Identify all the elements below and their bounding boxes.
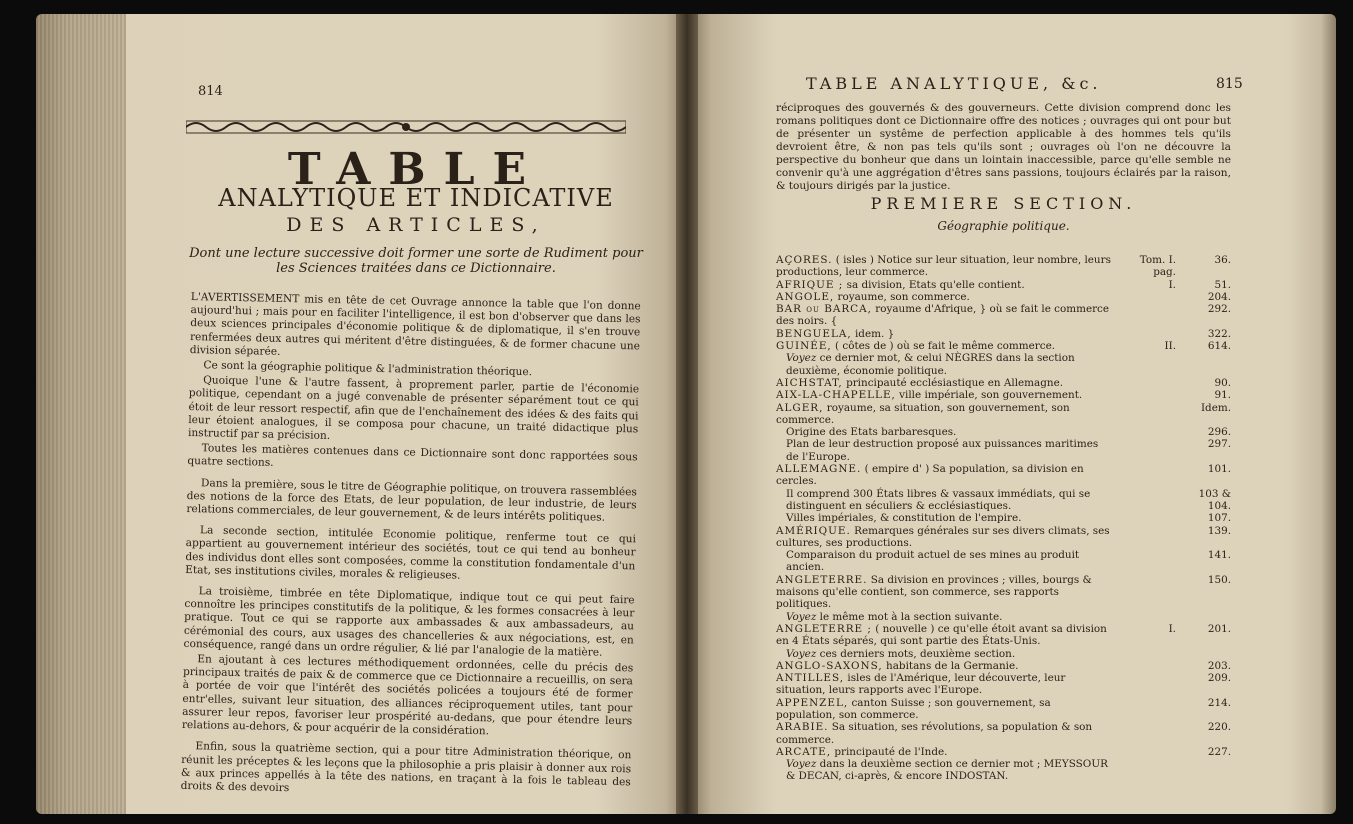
entry-volume: Tom. I. pag. — [1139, 254, 1176, 279]
entry-text — [776, 402, 1231, 427]
entry-page: 139. — [1207, 524, 1231, 537]
index-entry — [776, 525, 1231, 550]
entry-description: ( empire d' ) Sa population, sa division en cercles. — [776, 463, 1084, 488]
entry-text — [776, 525, 1231, 550]
entry-head: ALGER, — [776, 401, 824, 414]
entry-page: 296. — [1207, 426, 1231, 439]
entry-page: 227. — [1207, 745, 1231, 758]
entry-description: dans la deuxième section ce dernier mot ; MEYSSOUR & DECAN, ci-après, & encore INDOSTAN. — [786, 758, 1108, 783]
title-sub-1: ANALYTIQUE ET INDICATIVE — [218, 184, 614, 212]
section-title: PREMIERE SECTION. — [870, 194, 1137, 213]
left-page-number: 814 — [198, 84, 223, 99]
entry-text — [776, 746, 1231, 758]
entry-head: Voyez — [786, 352, 817, 365]
entry-head: Voyez — [786, 610, 817, 623]
entry-page: 203. — [1207, 659, 1231, 672]
book-gutter — [676, 14, 698, 814]
entry-text — [776, 463, 1231, 488]
entry-text — [776, 648, 1231, 660]
paragraph: La seconde section, intitulée Economie politique, renferme tout ce qui appartient au gouvernement intérieur des sociétés, tout ce qui tend au bonheur des individus dont elles sont composées, comme la constitution fondamentale d'un Etat, ses institutions civiles, morales & religieuses. — [185, 524, 637, 582]
index-entry — [776, 746, 1231, 758]
index-entry — [776, 611, 1231, 623]
entry-description: sa division, Etats qu'elle contient. — [846, 278, 1025, 291]
entry-description: ( isles ) Notice sur leur situation, leur nombre, leurs productions, leur commerce. — [776, 254, 1111, 279]
entry-head: Voyez — [786, 647, 817, 660]
index-entry — [776, 648, 1231, 660]
entry-text — [776, 377, 1231, 389]
entry-head: ANGLO-SAXONS, — [776, 659, 883, 672]
entry-text — [776, 697, 1231, 722]
entry-volume: II. — [1164, 340, 1176, 353]
entry-head: ANGOLE, — [776, 290, 835, 303]
page-edge-stack — [36, 14, 126, 814]
entry-text — [776, 611, 1231, 623]
entry-description: principauté de l'Inde. — [834, 745, 948, 758]
entry-head: GUINÉE, — [776, 340, 832, 353]
left-body-text — [180, 291, 640, 804]
entry-description: principauté ecclésiastique en Allemagne. — [846, 376, 1064, 389]
right-page — [686, 14, 1336, 814]
entry-head: ANGLETERRE. — [776, 573, 868, 586]
entry-page: 107. — [1207, 512, 1231, 525]
entry-page: 201. — [1207, 622, 1231, 635]
entry-page: 220. — [1207, 721, 1231, 734]
index-entry — [776, 672, 1231, 697]
index-entry — [776, 758, 1231, 783]
entry-head: ARCATE, — [776, 745, 832, 758]
ornament-band-icon — [186, 118, 626, 136]
index-entries — [776, 254, 1231, 783]
entry-text — [776, 438, 1231, 463]
entry-description: Origine des Etats barbaresques. — [786, 426, 957, 439]
index-entry — [776, 512, 1231, 524]
entry-head: AÇORES. — [776, 254, 833, 266]
entry-text — [776, 303, 1231, 328]
index-entry — [776, 377, 1231, 389]
index-entry — [776, 426, 1231, 438]
entry-description: Plan de leur destruction proposé aux puissances maritimes de l'Europe. — [786, 438, 1099, 463]
paragraph: Quoique l'une & l'autre fassent, à proprement parler, partie de l'économie politique, cependant on a jugé convenable de présenter séparément tout ce qui étoit de leur ressort respectif, afin que de l'enchaînement des idées & des faits qui leur étoient analogues, il se composa pour chacune, un traité didactique plus instructif par sa précision. — [187, 374, 640, 442]
entry-description: royaume, son commerce. — [837, 290, 970, 303]
entry-volume: I. — [1168, 278, 1176, 291]
entry-head: AFRIQUE ; — [776, 278, 844, 291]
entry-page: 209. — [1207, 672, 1231, 685]
entry-description: ces derniers mots, deuxième section. — [819, 647, 1016, 660]
entry-text — [776, 721, 1231, 746]
index-entry — [776, 549, 1231, 574]
entry-description: royaume d'Afrique, } où se fait le commerce des noirs. { — [776, 303, 1110, 328]
entry-page: Idem. — [1200, 401, 1231, 414]
entry-page: 614. — [1207, 340, 1231, 353]
entry-page: 292. — [1207, 303, 1231, 316]
paragraph: Enfin, sous la quatrième section, qui a pour titre Administration théorique, on réunit les préceptes & les leçons que la philosophie a pris plaisir à donner aux rois & aux princes appellés à la tête des nations, en traçant à la fois le tableau des droits & des devoirs — [180, 740, 632, 795]
left-page — [36, 14, 686, 814]
paragraph: Ce sont la géographie politique & l'administration théorique. — [203, 359, 533, 379]
entry-page: 150. — [1207, 573, 1231, 586]
paragraph: Toutes les matières contenues dans ce Dictionnaire sont donc rapportées sous quatre sections. — [187, 442, 638, 470]
entry-page: 101. — [1207, 463, 1231, 476]
entry-description: Villes impériales, & constitution de l'empire. — [786, 512, 1022, 525]
paragraph: La troisième, timbrée en tête Diplomatique, indique tout ce qui peut faire connoître les principes constitutifs de la politique, & les formes consacrées à leur pratique. Tout ce qui se rapporte aux ambassades & aux ambassadeurs, au cérémonial des cours, aux usages des chancelleries & aux négociations, est, en conséquence, rangé dans un ordre régulier, & lié par l'analogie de la matière. — [183, 585, 635, 659]
entry-text — [776, 389, 1231, 401]
index-entry — [776, 402, 1231, 427]
entry-description: canton Suisse ; son gouvernement, sa population, son commerce. — [776, 696, 1051, 721]
paragraph: L'AVERTISSEMENT mis en tête de cet Ouvrage annonce la table que l'on donne aujourd'hui ; mais pour en faciliter l'intelligence, il est bon d'observer que dans les deux sciences principales d'économie politique & de diplomatique, il s'en trouve renfermées deux autres qui méritent d'être distinguées, & de former chacune une division séparée. — [189, 291, 641, 358]
entry-text — [776, 291, 1231, 303]
running-head: TABLE ANALYTIQUE, &c. — [806, 74, 1102, 93]
entry-page: 297. — [1207, 438, 1231, 451]
section-subtitle: Géographie politique. — [937, 219, 1070, 233]
entry-head: BAR ou BARCA, — [776, 303, 872, 316]
paragraph: En ajoutant à ces lectures méthodiquement ordonnées, celle du précis des principaux traités de paix & de commerce que ce Dictionnaire a recueillis, on sera à portée de voir que l'intérêt des sociétés policées a toujours été de former entr'elles, suivant leur situation, des alliances réciproquement utiles, tant pour assurer leur repos, favoriser leur prospérité au-dedans, que pour étendre leurs relations au-dehors, & pour acquérir de la considération. — [181, 653, 634, 738]
entry-text — [776, 574, 1231, 611]
section-intro-text: réciproques des gouvernés & des gouverneurs. Cette division comprend donc les romans politiques dont ce Dictionnaire offre des notices ; ouvrages qui ont pour but de présenter un systême de perfection applicable à des hommes tels qu'ils devroient être, & non pas tels qu'ils sont ; ouvrages où l'on ne découvre la perspective du bonheur que dans un lointain inaccessible, parce qu'elle semble ne convenir qu'à une aggrégation d'êtres sans passions, toujours éclairés par la raison, & toujours dirigés par la justice. — [776, 102, 1231, 192]
entry-text — [776, 352, 1231, 377]
entry-page: 103 & 104. — [1198, 487, 1231, 512]
entry-description: royaume, sa situation, son gouvernement, son commerce. — [776, 401, 1070, 426]
entry-head: Voyez — [786, 758, 817, 771]
index-entry — [776, 340, 1231, 352]
paragraph: Dans la première, sous le titre de Géographie politique, on trouvera rassemblées des notions de la force des Etats, de leur population, de leur industrie, de leurs relations commerciales, de leur gouvernement, & de leurs intérêts politiques. — [186, 476, 638, 524]
entry-description: Il comprend 300 États libres & vassaux immédiats, qui se distinguent en séculiers & ecclésiastiques. — [786, 487, 1091, 512]
index-entry — [776, 463, 1231, 488]
entry-description: Remarques générales sur ses divers climats, ses cultures, ses productions. — [776, 524, 1110, 549]
entry-description: habitans de la Germanie. — [886, 659, 1019, 672]
entry-page: 214. — [1207, 696, 1231, 709]
open-book — [36, 14, 1336, 814]
index-entry — [776, 660, 1231, 672]
entry-description: ville impériale, son gouvernement. — [899, 389, 1083, 402]
entry-page: 322. — [1207, 327, 1231, 340]
entry-volume: I. — [1168, 622, 1176, 635]
entry-head: AICHSTAT, — [776, 376, 843, 389]
entry-head: APPENZEL, — [776, 696, 849, 709]
index-entry — [776, 279, 1231, 291]
entry-page: 90. — [1214, 376, 1231, 389]
title-subtitle: Dont une lecture successive doit former une sorte de Rudiment pour les Sciences traitées dans ce Dictionnaire. — [189, 246, 643, 276]
entry-description: ( côtes de ) où se fait le même commerce. — [835, 340, 1056, 353]
index-entry — [776, 291, 1231, 303]
index-entry — [776, 721, 1231, 746]
index-entry — [776, 254, 1231, 279]
entry-text — [776, 328, 1231, 340]
entry-head: ALLEMAGNE. — [776, 463, 862, 476]
index-entry — [776, 574, 1231, 611]
index-entry — [776, 352, 1231, 377]
entry-description: ce dernier mot, & celui NÈGRES dans la section deuxième, économie politique. — [786, 352, 1075, 377]
entry-text — [776, 758, 1231, 783]
entry-description: Comparaison du produit actuel de ses mines au produit ancien. — [786, 549, 1080, 574]
entry-text — [776, 426, 1231, 438]
index-entry — [776, 623, 1231, 648]
entry-head: BENGUELA, — [776, 327, 852, 340]
index-entry — [776, 697, 1231, 722]
title-main: TABLE — [287, 144, 545, 195]
entry-text — [776, 549, 1231, 574]
title-sub-2: DES ARTICLES, — [286, 214, 546, 236]
entry-page: 141. — [1207, 549, 1231, 562]
index-entry — [776, 438, 1231, 463]
entry-head: ANTILLES, — [776, 672, 845, 685]
entry-description: le même mot à la section suivante. — [819, 610, 1003, 623]
index-entry — [776, 303, 1231, 328]
entry-head: ARABIE. — [776, 721, 829, 734]
entry-description: isles de l'Amérique, leur découverte, leur situation, leurs rapports avec l'Europe. — [776, 672, 1066, 697]
index-entry — [776, 328, 1231, 340]
entry-text — [776, 512, 1231, 524]
entry-description: Sa situation, ses révolutions, sa population & son commerce. — [776, 721, 1093, 746]
entry-page: 204. — [1207, 290, 1231, 303]
index-entry — [776, 488, 1231, 513]
entry-page: 51. — [1214, 278, 1231, 291]
entry-text — [776, 672, 1231, 697]
entry-head: AMÉRIQUE. — [776, 524, 851, 537]
entry-page: 91. — [1214, 389, 1231, 402]
entry-page: 36. — [1214, 254, 1231, 266]
index-entry — [776, 389, 1231, 401]
entry-head: AIX-LA-CHAPELLE, — [776, 389, 896, 402]
entry-text — [776, 488, 1231, 513]
entry-description: idem. } — [854, 327, 895, 340]
entry-description: Sa division en provinces ; villes, bourgs & maisons qu'elle contient, son commerce, ses rapports politiques. — [776, 573, 1092, 611]
right-page-number: 815 — [1216, 76, 1243, 92]
entry-description: ( nouvelle ) ce qu'elle étoit avant sa division en 4 États séparés, qui sont partie des États-Unis. — [776, 622, 1107, 648]
entry-text — [776, 660, 1231, 672]
entry-head: ANGLETERRE ; — [776, 622, 872, 635]
